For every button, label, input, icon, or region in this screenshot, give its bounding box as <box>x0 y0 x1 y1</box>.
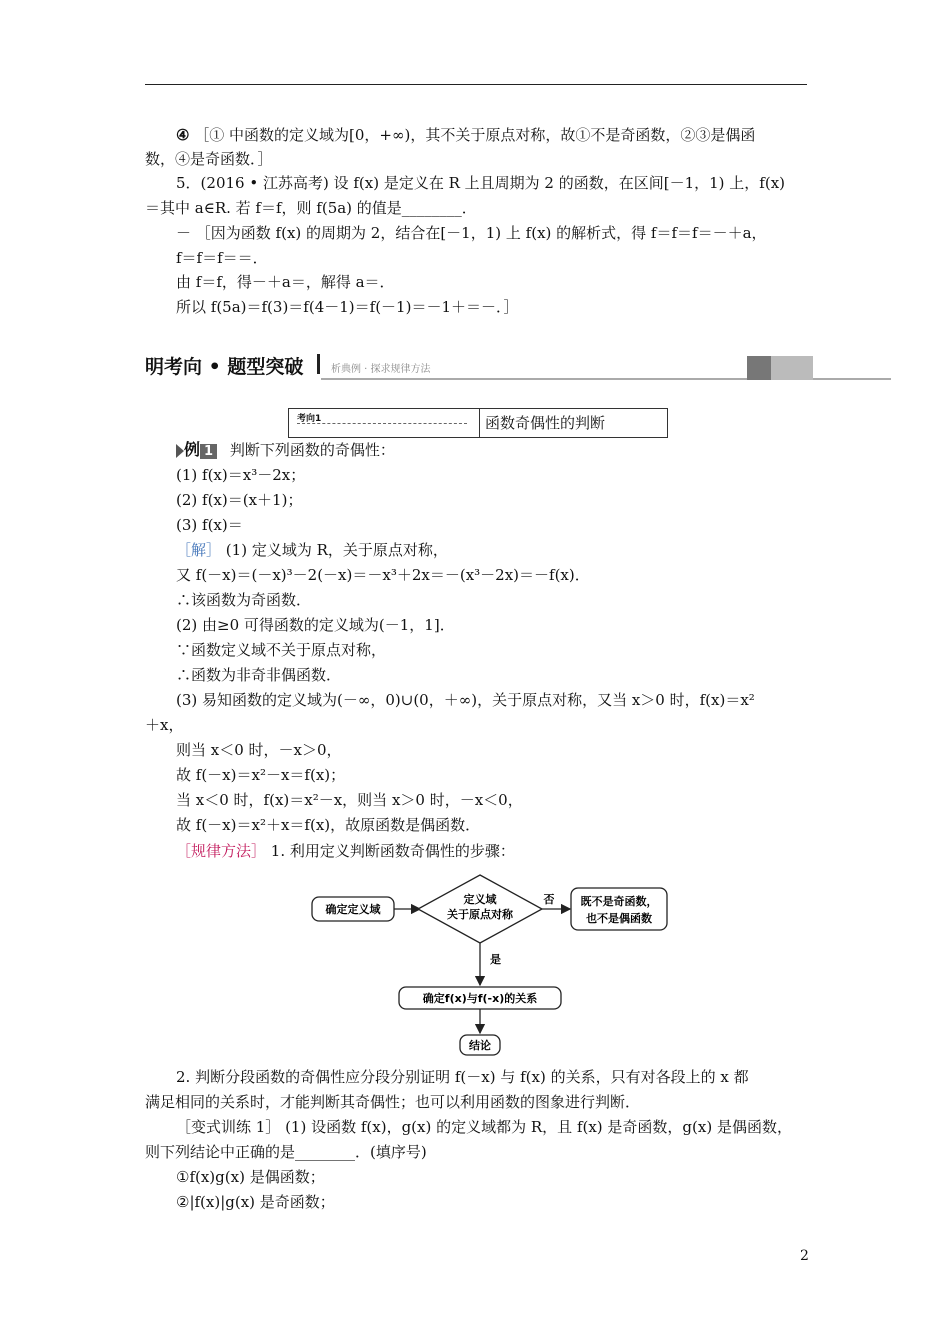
section-title: 明考向 • 题型突破 <box>145 356 304 378</box>
problem5-solution-4: 所以 f(5a)＝f(3)＝f(4－1)＝f(－1)＝－1＋＝－．］ <box>176 298 519 316</box>
solution-line-10: 故 f(－x)＝x²－x＝f(x)； <box>176 766 346 784</box>
variant-line-2: 则下列结论中正确的是________．(填序号) <box>145 1143 427 1161</box>
problem5-line2: ＝其中 a∈R. 若 f＝f，则 f(5a) 的值是________． <box>145 199 477 217</box>
solution-line-8: ＋x， <box>145 716 184 734</box>
solution-line-2: 又 f(－x)＝(－x)³－2(－x)＝－x³＋2x＝－(x³－2x)＝－f(x)． <box>176 566 590 584</box>
section-header <box>145 350 813 380</box>
flowchart-conclusion-text: 结论 <box>469 1039 491 1052</box>
prev-answer-line1: ④ ［① 中函数的定义域为[0，+∞)，其不关于原点对称，故①不是奇函数，②③是偶函 <box>176 126 756 144</box>
problem5-solution-2: f＝f＝f＝＝． <box>176 249 268 267</box>
flowchart-yes-label: 是 <box>490 953 501 966</box>
flowchart-start-text: 确定定义域 <box>325 903 381 916</box>
solution-line-7: (3) 易知函数的定义域为(－∞，0)∪(0，＋∞)，关于原点对称，又当 x＞0 时，f(x)＝x² <box>176 691 755 709</box>
method-tag: ［规律方法］ <box>176 842 267 860</box>
flowchart <box>300 870 680 1060</box>
solution-line-6: ∴函数为非奇非偶函数． <box>176 666 342 684</box>
page-number: 2 <box>800 1248 809 1264</box>
problem5-solution-3: 由 f＝f，得－＋a＝，解得 a＝． <box>176 273 395 291</box>
variant-line-1: ［变式训练 1］ (1) 设函数 f(x)，g(x) 的定义域都为 R，且 f(x) 是奇函数，g(x) 是偶函数， <box>176 1118 792 1136</box>
section-subtitle: 析典例 · 探求规律方法 <box>331 364 431 375</box>
flowchart-relation-text: 确定f(x)与f(-x)的关系 <box>422 992 538 1005</box>
method-line-2a: 2. 判断分段函数的奇偶性应分段分别证明 f(－x) 与 f(x) 的关系，只有对各段上的 x 都 <box>176 1068 749 1086</box>
topic-dash-line <box>297 423 467 424</box>
solution-tag: ［解］ <box>176 541 222 559</box>
solution-line-11: 当 x＜0 时，f(x)＝x²－x，则当 x＞0 时，－x＜0， <box>176 791 523 809</box>
prev-answer-line2: 数，④是奇函数．］ <box>145 150 273 168</box>
example-number: 1 <box>200 444 217 459</box>
topic-tag: 考向1 <box>297 414 322 424</box>
header-rule <box>145 84 807 85</box>
example-q3: (3) f(x)＝ <box>176 516 243 534</box>
variant-option-1: ①f(x)g(x) 是偶函数； <box>176 1168 325 1186</box>
topic-tag-cell <box>289 409 480 437</box>
solution-line-3: ∴该函数为奇函数． <box>176 591 312 609</box>
topic-label: 函数奇偶性的判断 <box>485 414 606 432</box>
example-q1: (1) f(x)＝x³－2x； <box>176 466 306 484</box>
problem5-line1: 5．(2016 • 江苏高考) 设 f(x) 是定义在 R 上且周期为 2 的函数，在区间[－1，1) 上，f(x) <box>176 174 786 192</box>
example-prompt: 判断下列函数的奇偶性： <box>229 441 395 459</box>
section-light-block <box>771 356 813 380</box>
play-arrow-icon <box>176 444 184 458</box>
problem5-solution-1: － ［因为函数 f(x) 的周期为 2，结合在[－1，1) 上 f(x) 的解析式，得 f＝f＝f＝－＋a， <box>176 224 767 242</box>
solution-line-5: ∵函数定义域不关于原点对称， <box>176 641 387 659</box>
method-line-2b: 满足相同的关系时，才能判断其奇偶性；也可以利用函数的图象进行判断． <box>145 1093 641 1111</box>
flowchart-decision-line1: 定义域 <box>463 893 497 906</box>
section-dark-block <box>747 356 771 380</box>
topic-box <box>288 408 668 438</box>
section-separator <box>317 354 320 374</box>
flowchart-no-result-line2: 也不是偶函数 <box>586 912 652 925</box>
example-word: 例 <box>184 440 201 459</box>
answer-mark: ④ <box>176 126 190 144</box>
solution-line-12: 故 f(－x)＝x²＋x＝f(x)，故原函数是偶函数． <box>176 816 481 834</box>
method-line-1: ［规律方法］ 1. 利用定义判断函数奇偶性的步骤： <box>176 842 515 860</box>
flowchart-decision-line2: 关于原点对称 <box>447 908 513 921</box>
solution-line-4: (2) 由≥0 可得函数的定义域为(－1，1]． <box>176 616 455 634</box>
flowchart-no-result-line1: 既不是奇函数， <box>580 895 658 908</box>
variant-option-2: ②|f(x)|g(x) 是奇函数； <box>176 1193 335 1211</box>
solution-line-9: 则当 x＜0 时，－x＞0， <box>176 741 342 759</box>
example-q2: (2) f(x)＝(x＋1)； <box>176 491 303 509</box>
example-tag <box>176 437 395 460</box>
solution-line-1: ［解］ (1) 定义域为 R，关于原点对称， <box>176 541 448 559</box>
flowchart-no-label: 否 <box>543 893 555 906</box>
